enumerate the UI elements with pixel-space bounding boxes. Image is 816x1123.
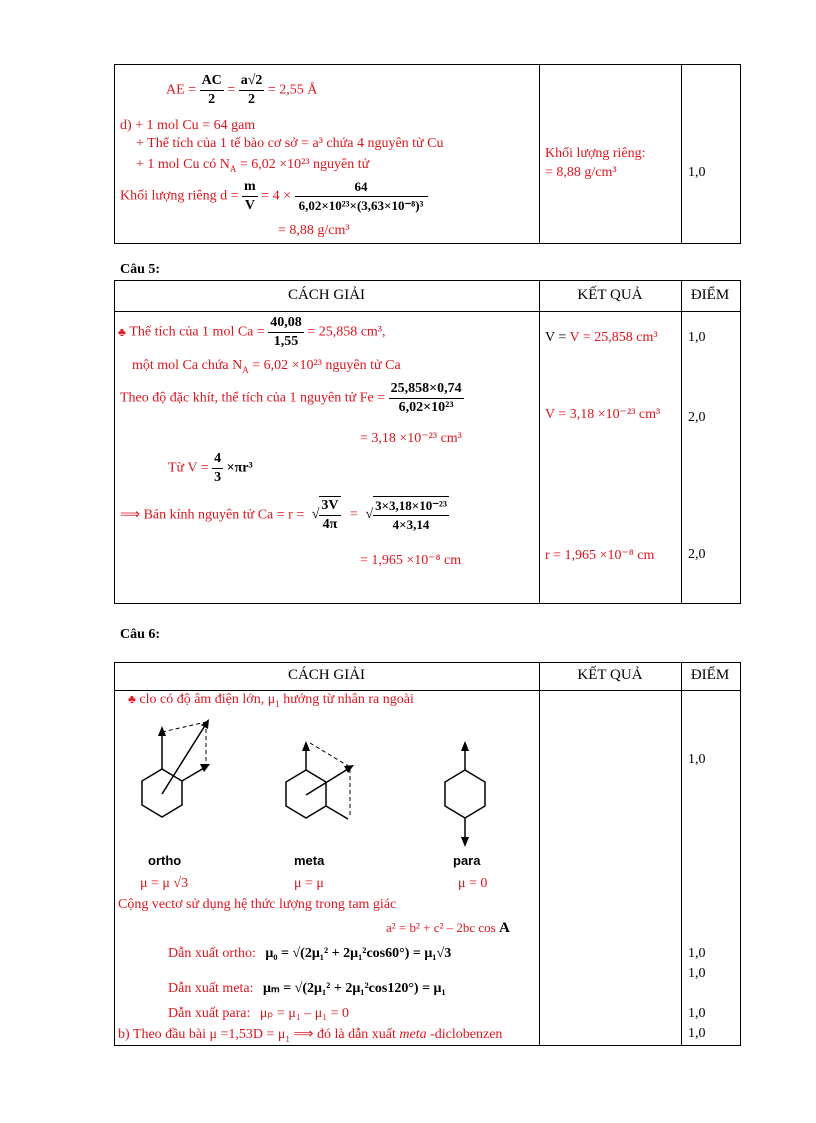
d-line-3: + 1 mol Cu có $N_A = 6,02 \times 10^{23}$ nguyên tử — [136, 157, 370, 174]
cos-formula: a² = b² + c² – 2bc cos A — [386, 920, 510, 936]
mu-ortho: μ = μ √3 — [140, 876, 189, 891]
top-col-divider-2 — [681, 64, 682, 243]
club-bullet-icon: ♣ — [118, 325, 126, 339]
top-result-value: = 8,88 g/cm³ — [545, 165, 617, 180]
cau6-header-result: KẾT QUẢ — [577, 667, 643, 683]
cau6-header-score: ĐIỂM — [690, 667, 730, 683]
cau5-header-result: KẾT QUẢ — [577, 287, 643, 303]
d-line-2: + Thể tích của 1 tế bào cơ sở = a³ chứa 4 nguyên tử Cu — [136, 136, 444, 151]
vector-line: Cộng vectơ sử dụng hệ thức lượng trong tam giác — [118, 897, 397, 912]
cau6-score-2: 1,0 — [688, 946, 706, 961]
label-ortho: ortho — [148, 853, 182, 868]
top-result-label: Khối lượng riêng: — [545, 146, 646, 161]
label-meta: meta — [294, 853, 325, 868]
top-col-divider-1 — [539, 64, 540, 243]
ae-formula: AE = $\frac{AC}{2}$ = $\frac{a√2}{2}$ = 2,55 Å — [166, 73, 318, 107]
cau5-line-3-result: = 3,18 ×10⁻²³ cm³ — [360, 431, 462, 446]
cau5-col-divider-1 — [539, 280, 540, 603]
cau6-score-5: 1,0 — [688, 1026, 706, 1041]
cau5-title: Câu 5: — [120, 262, 161, 277]
cau5-line-3: Theo độ đặc khít, thể tích của 1 nguyên tử Fe = $\frac{25,858\times 0,74}{\text{6,02×10²³}}$ — [120, 381, 462, 415]
cau5-line-5-result: = 1,965 ×10⁻⁸ cm — [360, 553, 462, 568]
cau5-line-4: Từ V = $\frac{4}{3}$ ×πr³ — [168, 451, 253, 485]
cau6-title: Câu 6: — [120, 627, 161, 642]
meta-diagram — [280, 735, 370, 830]
cau5-line-2: một mol Ca chứa $N_A = 6,02 \times 10^{23}$ nguyên tử Ca — [132, 358, 401, 375]
para-derivation: Dẫn xuất para: μₚ = μ₁ – μ₁ = 0 — [168, 1006, 349, 1021]
para-diagram — [430, 735, 500, 850]
mu-para: μ = 0 — [458, 876, 488, 891]
cau5-line-1: ♣ Thể tích của 1 mol Ca = $\frac{40,08}{1,55}$ = 25,858 cm³, — [118, 315, 386, 349]
cau5-result-1: V = V = 25,858 cm³ — [545, 330, 658, 345]
cau5-score-2: 2,0 — [688, 410, 706, 425]
cau6-col-divider-2 — [681, 662, 682, 1045]
cau5-header-divider — [114, 311, 740, 312]
cau5-result-2: V = 3,18 ×10⁻²³ cm³ — [545, 407, 661, 422]
cau5-line-5: ⟹ Bán kính nguyên tử Ca = r = √ $\frac{3V}{4\pi}$ = √ $\frac{\text{3×3,18×10⁻²³}}{4\times 3,14}$ — [120, 498, 447, 532]
cau5-col-divider-2 — [681, 280, 682, 603]
density-result: = 8,88 g/cm³ — [278, 223, 350, 238]
d-line-1: d) + 1 mol Cu = 64 gam — [120, 118, 256, 133]
club-bullet-icon: ♣ — [128, 692, 136, 706]
cau6-score-3: 1,0 — [688, 966, 706, 981]
benzene-ring-meta — [286, 770, 326, 818]
cau5-score-3: 2,0 — [688, 547, 706, 562]
cau6-score-1: 1,0 — [688, 752, 706, 767]
cau6-col-divider-1 — [539, 662, 540, 1045]
mu-meta: μ = μ — [294, 876, 324, 891]
benzene-ring-para — [445, 770, 485, 818]
cau5-result-3: r = 1,965 ×10⁻⁸ cm — [545, 548, 655, 563]
cau6-header-method: CÁCH GIẢI — [287, 667, 366, 683]
cau6-intro: ♣ clo có độ âm điện lớn, $\mu_1$ hướng từ nhân ra ngoài — [128, 692, 414, 709]
meta-derivation: Dẫn xuất meta: μₘ = √(2μ₁² + 2μ₁²cos120°) = μ₁ — [168, 981, 446, 996]
ortho-derivation: Dẫn xuất ortho: μ₀ = √(2μ₁² + 2μ₁²cos60°) = μ₁√3 — [168, 946, 452, 961]
top-score: 1,0 — [688, 165, 706, 180]
cau5-score-1: 1,0 — [688, 330, 706, 345]
cau5-header-method: CÁCH GIẢI — [287, 287, 366, 303]
label-para: para — [453, 853, 481, 868]
cau6-header-divider — [114, 690, 740, 691]
density-formula: Khối lượng riêng d = $\frac{m}{V}$ = 4 × $\frac{64}{\text{6,02×10²³×(3,63×10⁻⁸)³}}$ — [120, 178, 428, 215]
ortho-diagram — [130, 712, 220, 827]
cau6-score-4: 1,0 — [688, 1006, 706, 1021]
conclusion-line: b) Theo đầu bài $\mu =1,53D = \mu_1$ ⟹ đó là dẫn xuất meta -diclobenzen — [118, 1027, 503, 1044]
cau5-header-score: ĐIỂM — [690, 287, 730, 303]
